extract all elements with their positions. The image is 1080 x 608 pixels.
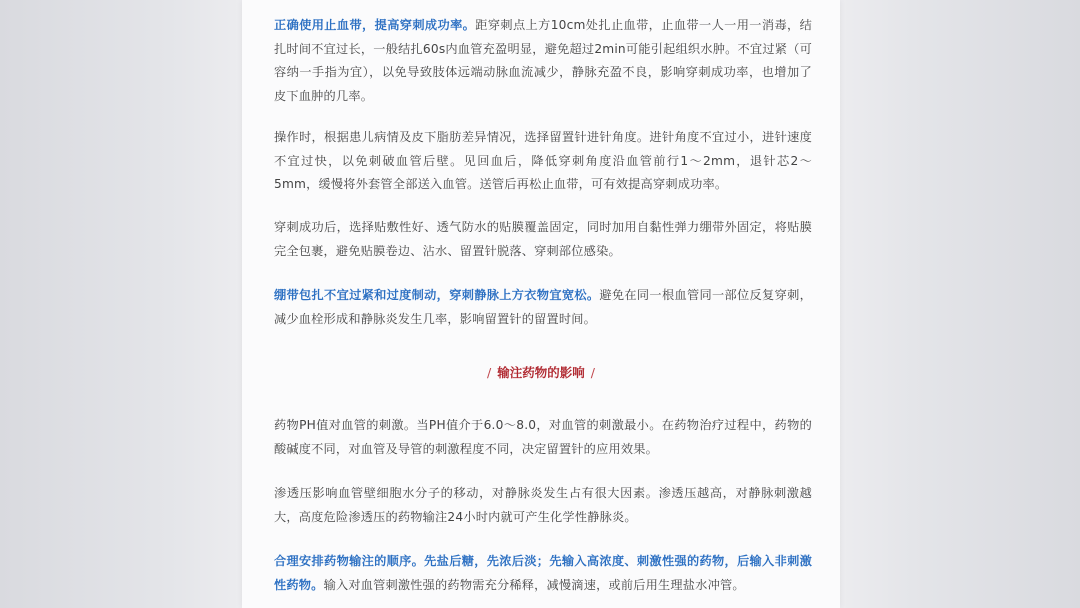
- paragraph-dressing-text: 穿刺成功后，选择贴敷性好、透气防水的贴膜覆盖固定，同时加用自黏性弹力绷带外固定，将贴膜完全包裹，避免贴膜卷边、沾水、留置针脱落、穿刺部位感染。: [274, 220, 812, 258]
- paragraph-needle-angle: [274, 126, 812, 197]
- highlight-infusion-order: 合理安排药物输注的顺序。先盐后糖，先浓后淡；先输入高浓度、刺激性强的药物，后输入非刺激性药物。: [274, 554, 812, 592]
- paragraph-infusion-order: [274, 550, 812, 597]
- highlight-tourniquet: 正确使用止血带，提高穿刺成功率。: [274, 18, 476, 32]
- article-page: [242, 0, 840, 608]
- paragraph-ph: [274, 414, 812, 461]
- highlight-bandage: 绷带包扎不宜过紧和过度制动，穿刺静脉上方衣物宜宽松。: [274, 288, 600, 302]
- heading-slash-right: /: [590, 365, 595, 380]
- paragraph-ph-text: 药物PH值对血管的刺激。当PH值介于6.0～8.0，对血管的刺激最小。在药物治疗过程中，药物的酸碱度不同，对血管及导管的刺激程度不同，决定留置针的应用效果。: [274, 418, 812, 456]
- paragraph-bandage: [274, 284, 812, 331]
- paragraph-tourniquet: [274, 14, 812, 108]
- paragraph-osmotic-text: 渗透压影响血管壁细胞水分子的移动，对静脉炎发生占有很大因素。渗透压越高，对静脉刺激越大，高度危险渗透压的药物输注24小时内就可产生化学性静脉炎。: [274, 486, 812, 524]
- heading-slash-left: /: [487, 365, 492, 380]
- paragraph-needle-angle-text: 操作时，根据患儿病情及皮下脂肪差异情况，选择留置针进针角度。进针角度不宜过小，进针速度不宜过快，以免刺破血管后壁。见回血后，降低穿刺角度沿血管前行1～2mm，退针芯2～5mm，缓慢将外套管全部送入血管。送管后再松止血带，可有效提高穿刺成功率。: [274, 130, 812, 191]
- paragraph-osmotic: [274, 482, 812, 529]
- paragraph-bandage-text: 避免在同一根血管同一部位反复穿刺，减少血栓形成和静脉炎发生几率，影响留置针的留置时间。: [274, 288, 812, 326]
- paragraph-dressing: [274, 216, 812, 263]
- paragraph-infusion-order-text: 输入对血管刺激性强的药物需充分稀释，减慢滴速，或前后用生理盐水冲管。: [323, 577, 745, 592]
- right-background: [840, 0, 1080, 608]
- section-heading-text: 输注药物的影响: [497, 365, 585, 380]
- section-heading: [242, 362, 840, 384]
- paragraph-tourniquet-text: 距穿刺点上方10cm处扎止血带，止血带一人一用一消毒，结扎时间不宜过长，一般结扎60s内血管充盈明显，避免超过2min可能引起组织水肿。不宜过紧（可容纳一手指为宜），以免导致肢体远端动脉血流减少，静脉充盈不良，影响穿刺成功率，也增加了皮下血肿的几率。: [274, 18, 812, 103]
- left-background: [0, 0, 242, 608]
